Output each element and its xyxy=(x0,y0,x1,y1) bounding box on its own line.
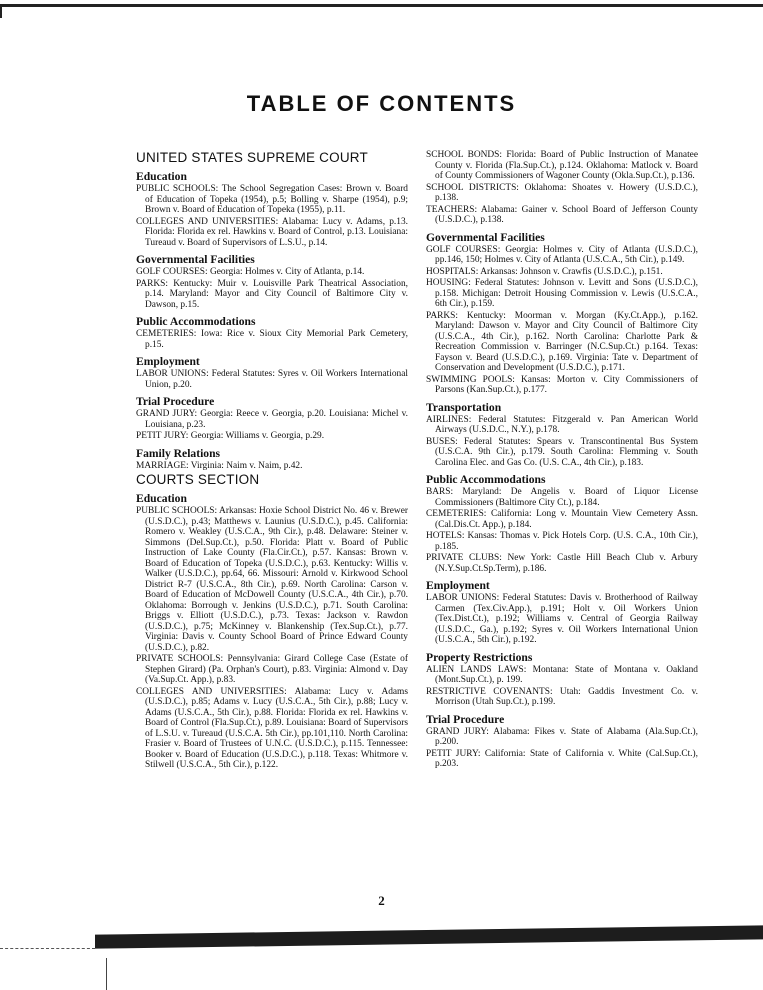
section-heading: UNITED STATES SUPREME COURT xyxy=(136,150,368,165)
page-number: 2 xyxy=(378,893,385,908)
contents-entry: BUSES: Federal Statutes: Spears v. Transcontinental Bus System (U.S.C.A. 9th Cir.), p.179. South Carolina: Flemming v. South Carolina Elec. and Gas Co. (U.S. C.A., 4th Cir.), p.183. xyxy=(426,436,698,468)
category-heading: Employment xyxy=(136,355,200,368)
contents-entry: RESTRICTIVE COVENANTS: Utah: Gaddis Investment Co. v. Morrison (Utah Sup.Ct.), p.199. xyxy=(426,686,698,707)
category-heading: Governmental Facilities xyxy=(426,230,545,244)
category-heading: Governmental Facilities xyxy=(136,253,255,266)
right-column xyxy=(426,150,698,771)
contents-entry: PARKS: Kentucky: Moorman v. Morgan (Ky.Ct.App.), p.162. Maryland: Dawson v. Mayor and City Council of Baltimore City (U.S.C.A., 4th Cir.), p.162. North Carolina: Charlotte Park & Recreation Commission v. Barringer (N.C.Sup.Ct.) p.164. Texas: Fayson v. Beard (U.S.D.C.), p.169. Virginia: Tate v. Department of Conservation and Development (U.S.D.C.), p.171. xyxy=(426,310,698,373)
category-heading: Public Accommodations xyxy=(136,315,256,328)
contents-entry: CEMETERIES: Iowa: Rice v. Sioux City Memorial Park Cemetery, p.15. xyxy=(136,329,408,350)
contents-entry: COLLEGES AND UNIVERSITIES: Alabama: Lucy v. Adams, p.13. Florida: Florida ex rel. Hawkins v. Board of Control, p.13. Louisiana: Tureaud v. Board of Supervisors of L.S.U., p.14. xyxy=(136,216,408,248)
category-heading: Education xyxy=(136,170,187,183)
scan-edge-mark xyxy=(106,958,107,990)
category-heading: Education xyxy=(136,492,187,505)
contents-entry: HOUSING: Federal Statutes: Johnson v. Levitt and Sons (U.S.D.C.), p.158. Michigan: Detroit Housing Commission v. Lewis (U.S.C.A., 6th Cir.), p.159. xyxy=(426,278,698,309)
contents-entry: ALIEN LANDS LAWS: Montana: State of Montana v. Oakland (Mont.Sup.Ct.), p. 199. xyxy=(426,664,698,685)
contents-entry: AIRLINES: Federal Statutes: Fitzgerald v. Pan American World Airways (U.S.D.C., N.Y.), p.178. xyxy=(426,414,698,435)
contents-entry: PARKS: Kentucky: Muir v. Louisville Park Theatrical Association, p.14. Maryland: Mayor and City Council of Baltimore City v. Dawson, p.15. xyxy=(136,278,408,310)
contents-entry: HOSPITALS: Arkansas: Johnson v. Crawfis (U.S.D.C.), p.151. xyxy=(426,266,663,277)
scan-edge-line xyxy=(0,948,95,950)
left-column xyxy=(136,150,408,772)
contents-entry: GRAND JURY: Alabama: Fikes v. State of Alabama (Ala.Sup.Ct.), p.200. xyxy=(426,726,698,747)
contents-entry: GOLF COURSES: Georgia: Holmes v. City of Atlanta, p.14. xyxy=(136,267,365,277)
top-left-corner-mark xyxy=(0,4,10,18)
scan-edge-band xyxy=(95,925,763,948)
category-heading: Transportation xyxy=(426,400,502,414)
contents-entry: GOLF COURSES: Georgia: Holmes v. City of Atlanta (U.S.D.C.), pp.146, 150; Holmes v. City of Atlanta (U.S.C.A., 5th Cir.), p.149. xyxy=(426,244,698,265)
section-heading: COURTS SECTION xyxy=(136,472,260,487)
category-heading: Trial Procedure xyxy=(426,712,505,726)
contents-entry: SCHOOL BONDS: Florida: Board of Public Instruction of Manatee County v. Florida (Fla.Sup.Ct.), p.124. Oklahoma: Matlock v. Board of County Commissioners of Wagoner County (Okla.Sup.Ct.), p.136. xyxy=(426,150,698,181)
category-heading: Trial Procedure xyxy=(136,395,215,408)
contents-entry: TEACHERS: Alabama: Gainer v. School Board of Jefferson County (U.S.D.C.), p.138. xyxy=(426,204,698,225)
category-heading: Employment xyxy=(426,579,490,592)
contents-entry: CEMETERIES: California: Long v. Mountain View Cemetery Assn. (Cal.Dis.Ct. App.), p.184. xyxy=(426,509,698,530)
page-title: TABLE OF CONTENTS xyxy=(246,91,517,116)
contents-entry: PRIVATE CLUBS: New York: Castle Hill Beach Club v. Arbury (N.Y.Sup.Ct.Sp.Term), p.186. xyxy=(426,553,698,574)
contents-entry: LABOR UNIONS: Federal Statutes: Syres v. Oil Workers International Union, p.20. xyxy=(136,369,408,390)
category-heading: Property Restrictions xyxy=(426,650,533,664)
contents-entry: PUBLIC SCHOOLS: Arkansas: Hoxie School District No. 46 v. Brewer (U.S.D.C.), p.43; Matthews v. Launius (U.S.D.C.), p.45. California: Romero v. Weakley (U.S.C.A., 9th Cir.), p.48. Delaware: Steiner v. Simmons (Del.Sup.Ct.), p.50. Florida: Platt v. Board of Public Instruction of Lake County (Fla.Cir.Ct.), p.57. Kansas: Brown v. Board of Education of Topeka (U.S.D.C.), p.63. Kentucky: Willis v. Walker (U.S.D.C.), pp.64, 66. Missouri: Arnold v. Kirkwood School District R-7 (U.S.C.A., 8th Cir.), p.69. North Carolina: Carson v. Board of Education of McDowell County (U.S.C.A., 4th Cir.), p.70. Oklahoma: Borrough v. Jenkins (U.S.D.C.), p.71. South Carolina: Briggs v. Elliott (U.S.D.C.), p.73. Texas: Jackson v. Rawdon (U.S.D.C.), p.75; McKinney v. Blankenship (Tex.Sup.Ct.), p.77. Virginia: Davis v. County School Board of Prince Edward County (U.S.D.C.), p.82. xyxy=(136,506,408,653)
contents-entry: SWIMMING POOLS: Kansas: Morton v. City Commissioners of Parsons (Kan.Sup.Ct.), p.177. xyxy=(426,374,698,395)
contents-entry: PETIT JURY: California: State of California v. White (Cal.Sup.Ct.), p.203. xyxy=(426,748,698,769)
contents-entry: LABOR UNIONS: Federal Statutes: Davis v. Brotherhood of Railway Carmen (Tex.Civ.App.), p.191; Holt v. Oil Workers Union (Tex.Dist.Ct.), p.192; Williams v. Central of Georgia Railway (U.S.D.C., Ga.), p.192; Syres v. Oil Workers International Union (U.S.C.A., 5th Cir.), p.192. xyxy=(426,593,698,645)
contents-entry: PRIVATE SCHOOLS: Pennsylvania: Girard College Case (Estate of Stephen Girard) (Pa. Orphan's Court), p.83. Virginia: Almond v. Day (Va.Sup.Ct. App.), p.83. xyxy=(136,654,408,685)
contents-entry: BARS: Maryland: De Angelis v. Board of Liquor License Commissioners (Baltimore City Ct.), p.184. xyxy=(426,487,698,508)
contents-entry: SCHOOL DISTRICTS: Oklahoma: Shoates v. Howery (U.S.D.C.), p.138. xyxy=(426,182,698,203)
top-border-line xyxy=(0,4,763,7)
contents-entry: PETIT JURY: Georgia: Williams v. Georgia, p.29. xyxy=(136,431,325,441)
contents-entry: PUBLIC SCHOOLS: The School Segregation Cases: Brown v. Board of Education of Topeka (1954), p.5; Bolling v. Sharpe (1954), p.9; Brown v. Board of Education of Topeka (1955), p.11. xyxy=(136,184,408,215)
contents-entry: GRAND JURY: Georgia: Reece v. Georgia, p.20. Louisiana: Michel v. Louisiana, p.23. xyxy=(136,409,408,430)
contents-entry: COLLEGES AND UNIVERSITIES: Alabama: Lucy v. Adams (U.S.D.C.), p.85; Adams v. Lucy (U.S.C.A., 5th Cir.), p.88; Lucy v. Adams (U.S.C.A., 5th Cir.), p.88. Florida: Florida ex rel. Hawkins v. Board of Control (Fla.Sup.Ct.), p.89. Louisiana: Board of Supervisors of L.S.U. v. Tureaud (U.S.C.A. 5th Cir.), pp.101,110. North Carolina: Frasier v. Board of Trustees of U.N.C. (U.S.D.C.), p.115. Tennessee: Booker v. Board of Education (U.S.D.C.), p.118. Texas: Whitmore v. Stilwell (U.S.C.A., 5th Cir.), p.122. xyxy=(136,686,408,770)
contents-entry: HOTELS: Kansas: Thomas v. Pick Hotels Corp. (U.S. C.A., 10th Cir.), p.185. xyxy=(426,531,698,552)
category-heading: Family Relations xyxy=(136,446,221,460)
contents-entry: MARRIAGE: Virginia: Naim v. Naim, p.42. xyxy=(136,460,303,471)
category-heading: Public Accommodations xyxy=(426,473,546,486)
